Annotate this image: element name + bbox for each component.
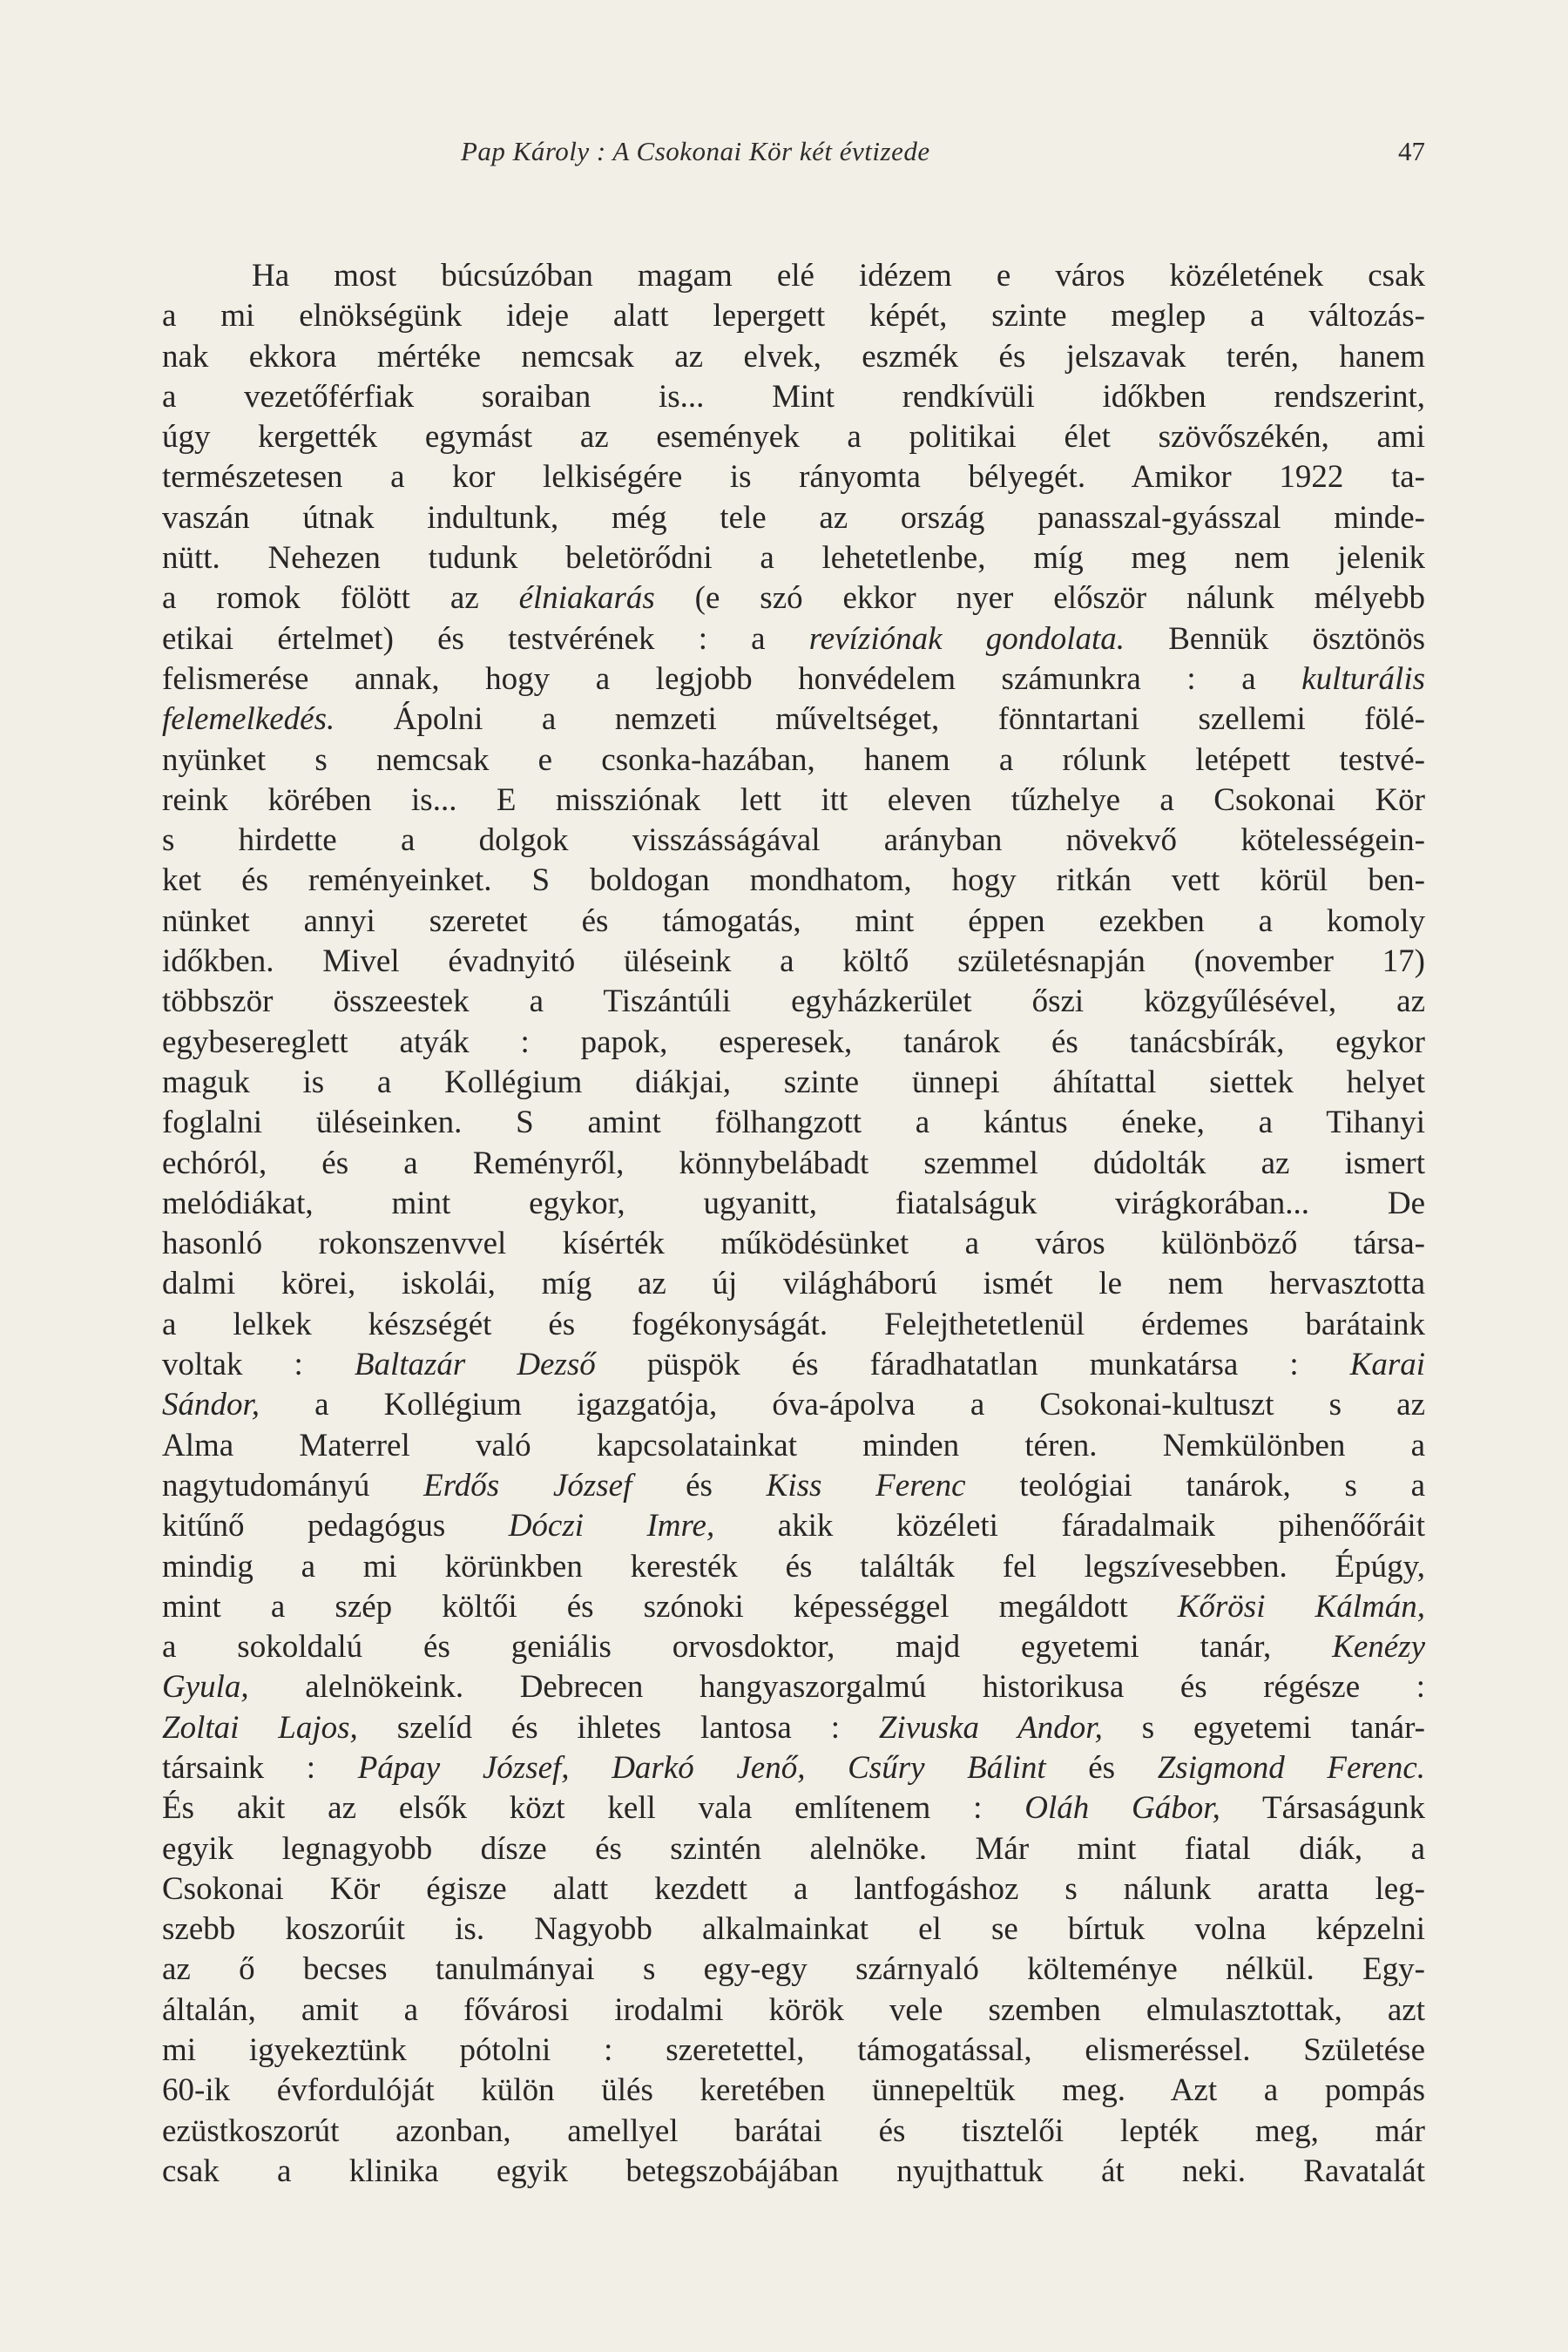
italic-name: Zivuska Andor,: [878, 1709, 1103, 1746]
text-line: [162, 417, 1425, 457]
text-run: többször összeestek a Tiszántúli egyházkerület őszi közgyűlésével, az: [162, 983, 1425, 1020]
text-line: [162, 1627, 1425, 1667]
text-line: [162, 1909, 1425, 1950]
text-run: És akit az elsők közt kell vala említenem :: [162, 1790, 1025, 1827]
italic-name: Dóczi Imre,: [508, 1508, 715, 1544]
text-line: [162, 1224, 1425, 1264]
text-run: mindig a mi körünkben keresték és találták fel legszívesebben. Épúgy,: [162, 1548, 1425, 1585]
text-line: [162, 1788, 1425, 1828]
text-line: [162, 498, 1425, 538]
text-run: foglalni üléseinken. S amint fölhangzott a kántus éneke, a Tihanyi: [162, 1105, 1425, 1141]
italic-name: Erdős József: [423, 1467, 632, 1504]
italic-name: revíziónak gondolata.: [808, 620, 1125, 657]
text-run: ket és reményeinket. S boldogan mondhatom, hogy ritkán vett körül ben-: [162, 862, 1425, 899]
italic-name: élniakarás: [518, 580, 655, 617]
page-number: 47: [1398, 136, 1425, 166]
text-line: [162, 2152, 1425, 2192]
text-line: [162, 1063, 1425, 1103]
text-run: felismerése annak, hogy a legjobb honvédelem számunkra : a: [162, 660, 1302, 697]
text-run: etikai értelmet) és testvérének : a: [162, 620, 809, 657]
text-run: Társaságunk: [1220, 1790, 1425, 1827]
text-run: echóról, és a Reményről, könnybelábadt szemmel dúdolták az ismert: [162, 1145, 1425, 1181]
text-line: [162, 256, 1425, 296]
text-line: [162, 337, 1425, 377]
text-line: [162, 1426, 1425, 1466]
italic-name: Zoltai Lajos,: [162, 1709, 358, 1746]
text-line: [162, 1587, 1425, 1627]
italic-name: Pápay József, Darkó Jenő, Csűry Bálint: [357, 1749, 1046, 1786]
text-line: [162, 1103, 1425, 1143]
text-line: [162, 1144, 1425, 1184]
text-run: Bennük ösztönös: [1125, 620, 1425, 657]
text-line: [162, 740, 1425, 781]
italic-name: felemelkedés.: [162, 701, 335, 738]
text-run: egyik legnagyobb dísze és szintén alelnöke. Már mint fiatal diák, a: [162, 1830, 1425, 1867]
text-run: hasonló rokonszenvvel kísérték működésünket a város különböző társa-: [162, 1226, 1425, 1262]
text-run: és: [1045, 1749, 1158, 1786]
italic-name: Kiss Ferenc: [766, 1467, 966, 1504]
text-run: voltak :: [162, 1347, 355, 1383]
text-run: a sokoldalú és geniális orvosdoktor, majd egyetemi tanár,: [162, 1629, 1333, 1666]
text-run: s hirdette a dolgok visszásságával arányban növekvő kötelességein-: [162, 822, 1425, 859]
text-run: időkben. Mivel évadnyitó üléseink a költő születésnapján (november 17): [162, 943, 1425, 980]
text-line: [162, 1869, 1425, 1909]
text-line: [162, 457, 1425, 497]
text-run: a Kollégium igazgatója, óva-ápolva a Csokonai-kultuszt s az: [260, 1387, 1425, 1423]
text-line: [162, 1184, 1425, 1224]
text-run: Alma Materrel való kapcsolatainkat minden téren. Nemkülönben a: [162, 1427, 1425, 1463]
text-run: természetesen a kor lelkiségére is rányomta bélyegét. Amikor 1922 ta-: [162, 459, 1425, 496]
italic-name: Sándor,: [162, 1387, 260, 1423]
text-run: nak ekkora mértéke nemcsak az elvek, eszmék és jelszavak terén, hanem: [162, 338, 1425, 375]
italic-name: Baltazár Dezső: [354, 1347, 596, 1383]
text-line: [162, 781, 1425, 821]
text-run: a lelkek készségét és fogékonyságát. Felejthetetlenül érdemes barátaink: [162, 1306, 1425, 1342]
text-line: [162, 982, 1425, 1022]
text-line: [162, 1305, 1425, 1345]
text-run: maguk is a Kollégium diákjai, szinte ünnepi áhítattal siettek helyet: [162, 1064, 1425, 1100]
text-line: [162, 296, 1425, 336]
text-line: [162, 1264, 1425, 1304]
text-run: nünket annyi szeretet és támogatás, mint éppen ezekben a komoly: [162, 902, 1425, 939]
text-run: társaink :: [162, 1749, 358, 1786]
text-run: csak a klinika egyik betegszobájában nyujthattuk át neki. Ravatalát: [162, 2153, 1425, 2189]
italic-name: Oláh Gábor,: [1024, 1790, 1220, 1827]
text-line: [162, 700, 1425, 740]
text-run: Csokonai Kör égisze alatt kezdett a lantfogáshoz s nálunk aratta leg-: [162, 1870, 1425, 1907]
text-line: [162, 1667, 1425, 1707]
text-run: akik közéleti fáradalmaik pihenőőráit: [714, 1508, 1425, 1544]
text-line: [162, 578, 1425, 618]
italic-name: Gyula,: [162, 1669, 249, 1706]
text-line: [162, 377, 1425, 417]
text-run: nütt. Nehezen tudunk beletörődni a lehetetlenbe, míg meg nem jelenik: [162, 540, 1425, 577]
text-run: melódiákat, mint egykor, ugyanitt, fiatalságuk virágkorában... De: [162, 1185, 1425, 1221]
text-line: [162, 1708, 1425, 1748]
text-run: dalmi körei, iskolái, míg az új világháború ismét le nem hervasztotta: [162, 1266, 1425, 1302]
text-run: a vezetőférfiak soraiban is... Mint rendkívüli időkben rendszerint,: [162, 378, 1425, 415]
text-line: [162, 1385, 1425, 1425]
text-run: a romok fölött az: [162, 580, 519, 617]
text-run: alelnökeink. Debrecen hangyaszorgalmú historikusa és régésze :: [248, 1669, 1425, 1706]
text-line: [162, 1547, 1425, 1587]
text-line: [162, 902, 1425, 942]
text-line: [162, 1506, 1425, 1546]
running-head-title: Pap Károly : A Csokonai Kör két évtizede: [461, 136, 930, 166]
text-run: reink körében is... E missziónak lett itt eleven tűzhelye a Csokonai Kör: [162, 781, 1425, 818]
text-line: [162, 821, 1425, 861]
italic-name: Kőrösi Kálmán,: [1177, 1588, 1426, 1625]
text-line: [162, 1023, 1425, 1063]
text-run: egybesereglett atyák : papok, esperesek, tanárok és tanácsbírák, egykor: [162, 1024, 1425, 1060]
italic-name: Karai: [1349, 1347, 1425, 1383]
text-run: (e szó ekkor nyer először nálunk mélyebb: [654, 580, 1425, 617]
text-run: az ő becses tanulmányai s egy-egy szárnyaló költeménye nélkül. Egy-: [162, 1951, 1425, 1988]
text-line: [162, 861, 1425, 901]
text-run: általán, amit a fővárosi irodalmi körök vele szemben elmulasztottak, azt: [162, 1991, 1425, 2028]
body-text: [162, 256, 1425, 2192]
text-run: úgy kergették egymást az események a politikai élet szövőszékén, ami: [162, 419, 1425, 456]
text-line: [162, 659, 1425, 700]
text-run: püspök és fáradhatatlan munkatársa :: [595, 1347, 1350, 1383]
text-line: [162, 2071, 1425, 2111]
text-line: [162, 619, 1425, 659]
text-run: ezüstkoszorút azonban, amellyel barátai és tisztelői lepték meg, már: [162, 2112, 1425, 2149]
text-line: [162, 2112, 1425, 2152]
text-line: [162, 1990, 1425, 2031]
text-run: nagytudományú: [162, 1467, 424, 1504]
running-head: [162, 131, 1425, 174]
text-run: Ápolni a nemzeti műveltséget, fönntartani szellemi fölé-: [335, 701, 1425, 738]
text-run: szebb koszorúit is. Nagyobb alkalmainkat el se bírtuk volna képzelni: [162, 1911, 1425, 1948]
text-line: [162, 1950, 1425, 1990]
text-run: kitűnő pedagógus: [162, 1508, 509, 1544]
text-run: Ha most búcsúzóban magam elé idézem e város közéletének csak: [252, 258, 1425, 294]
text-run: teológiai tanárok, s a: [965, 1467, 1426, 1504]
text-run: 60-ik évfordulóját külön ülés keretében ünnepeltük meg. Azt a pompás: [162, 2072, 1425, 2109]
text-run: és: [632, 1467, 767, 1504]
text-line: [162, 1345, 1425, 1385]
text-run: vaszán útnak indultunk, még tele az ország panasszal-gyásszal minde-: [162, 499, 1425, 536]
italic-name: Kenézy: [1332, 1629, 1425, 1666]
text-run: nyünket s nemcsak e csonka-hazában, hanem a rólunk letépett testvé-: [162, 741, 1425, 778]
text-line: [162, 942, 1425, 982]
text-line: [162, 2031, 1425, 2071]
text-line: [162, 1748, 1425, 1788]
text-line: [162, 1466, 1425, 1506]
italic-name: Zsigmond Ferenc.: [1157, 1749, 1426, 1786]
text-line: [162, 1829, 1425, 1869]
text-run: mi igyekeztünk pótolni : szeretettel, támogatással, elismeréssel. Születése: [162, 2032, 1425, 2069]
text-run: mint a szép költői és szónoki képességgel megáldott: [162, 1588, 1178, 1625]
text-run: a mi elnökségünk ideje alatt lepergett képét, szinte meglep a változás-: [162, 298, 1425, 335]
text-line: [162, 538, 1425, 578]
italic-name: kulturális: [1301, 660, 1425, 697]
text-run: szelíd és ihletes lantosa :: [357, 1709, 879, 1746]
text-run: s egyetemi tanár-: [1102, 1709, 1425, 1746]
